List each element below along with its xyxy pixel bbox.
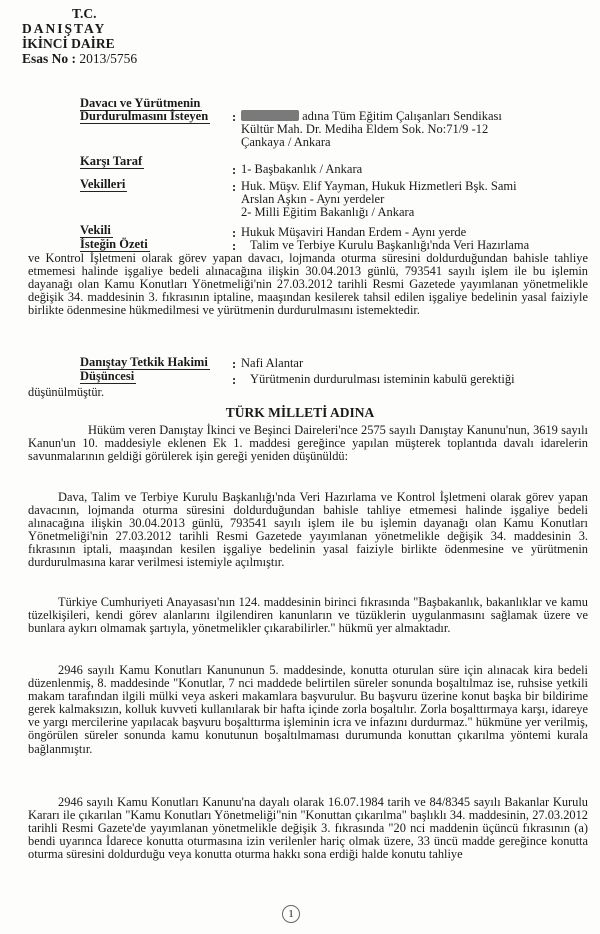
dusunce-label: Düşüncesi	[80, 369, 135, 383]
decision-title: TÜRK MİLLETİ ADINA	[225, 405, 375, 420]
istem-summary: ve Kontrol İşletmeni olarak görev yapan davacı, lojmanda oturma süresini doldurduğundan bahisle tahliye etmemesi halinde işgaliye bedeli alınacağına ilişkin 30.04.2013 günlü, 793541 sayılı işlem ile bu işlemin dayanağı olan Kamu Konutları Yönetmeliği'nin 27.03.2012 tarihli Resmi Gazetede yayımlanan yönetmelikle değişik 34. maddesinin 3. fıkrasının iptaline, maaşından kesilerek tahsil edilen işgaliye bedelinin yasal faiziyle birlikte ödenmesine hükmedilmesi ve yürütmenin durdurulmasını istemektedir.	[28, 251, 588, 318]
page-number: 1	[282, 905, 300, 923]
vekilleri-value: Huk. Müşv. Elif Yayman, Hukuk Hizmetleri Bşk. Sami Arslan Aşkın - Aynı yerdeler 2- Milli Eğitim Bakanlığı / Ankara	[241, 179, 517, 220]
paragraph-2: Dava, Talim ve Terbiye Kurulu Başkanlığı'nda Veri Hazırlama ve Kontrol İşletmeni olarak görev yapan davacının, lojmanda oturma süresini doldurduğundan bahisle tahliye etmemesi halinde işgaliye bedeli alınacağına ilişkin 30.04.2013 günlü, 793541 sayılı işlem ile bu işlemin dayanağı olan Kamu Konutları Yönetmeliği'nin 27.03.2012 tarihli Resmi Gazetede yayımlanan yönetmelikle değişik 34. maddesinin 3. fıkrasının iptali, maaşından kesilen işgaliye bedelinin yasal faiziyle birlikte ödenmesine ve yürütmenin durdurulmasına karar verilmesi istemiyle açılmıştır.	[28, 490, 588, 570]
court-name: DANIŞTAY	[22, 21, 107, 36]
davaci-label: Davacı ve Yürütmenin	[80, 96, 201, 110]
tetkik-hakimi-label: Danıştay Tetkik Hakimi	[80, 355, 208, 369]
redaction-mark	[241, 110, 299, 121]
karsi-taraf-label: Karşı Taraf	[80, 154, 143, 168]
davaci-label-2: Durdurulmasını İsteyen	[80, 109, 209, 123]
dusunce-first-line: Yürütmenin durdurulması isteminin kabulü gerektiği	[250, 372, 515, 386]
esas-label: Esas No :	[22, 51, 77, 66]
tc-label: T.C.	[72, 6, 97, 21]
vekili-value: Hukuk Müşaviri Handan Erdem - Aynı yerde	[241, 225, 467, 239]
paragraph-1: Hüküm veren Danıştay İkinci ve Beşinci Daireleri'nce 2575 sayılı Danıştay Kanunu'nun, 3619 sayılı Kanun'un 10. maddesiyle eklenen Ek 1. maddesi gereğince yapılan müşterek toplantıda davalı idarelerin savunmalarının geldiği görülerek işin gereği yeniden düşünüldü:	[28, 423, 588, 464]
davaci-value: adına Tüm Eğitim Çalışanları Sendikası Kültür Mah. Dr. Mediha Eldem Sok. No:71/9 -12 Çankaya / Ankara	[241, 109, 502, 150]
chamber-name: İKİNCİ DAİRE	[22, 36, 115, 51]
document-header	[22, 6, 137, 66]
dusunce-rest: düşünülmüştür.	[28, 385, 105, 399]
karsi-taraf-value: 1- Başbakanlık / Ankara	[241, 162, 363, 176]
paragraph-5: 2946 sayılı Kamu Konutları Kanunu'na dayalı olarak 16.07.1984 tarih ve 84/8345 sayılı Bakanlar Kurulu Kararı ile çıkarılan "Kamu Konutları Yönetmeliği"nin "Konuttan çıkarılma" başlıklı 34. maddesinin, 27.03.2012 tarihli Resmi Gazete'de yayımlanan yönetmelikle değişik 3. fıkrasında "20 nci maddenin üçüncü fıkrasının (a) bendi uyarınca İdarece konutta oturmasına izin verilenler hariç olmak üzere, 33 üncü madde gereğince konutta oturma süresini doldurduğu veya konutta oturma hakkı sona erdiği halde konutu tahliye	[28, 795, 588, 862]
vekilleri-label: Vekilleri	[80, 177, 126, 191]
esas-number: 2013/5756	[79, 51, 138, 66]
paragraph-4: 2946 sayılı Kamu Konutları Kanununun 5. maddesinde, konutta oturulan süre için alınacak kira bedeli düzenlenmiş, 8. maddesinde "Konutlar, 7 nci maddede belirtilen süreler sonunda boşaltılmaz ise, ruhsise yetkili makam tarafından ilgili mülki veya askeri makamlara başvurulur. Bu başvuru üzerine konut başka bir bildirime gerek kalmaksızın, kolluk kuvveti kullanılarak bir hafta içinde zorla boşaltılır. Zorla boşalttırmaya karşı, idareye ve yargı mercilerine yapılacak başvuru boşalttırma işleminin icra ve infazını durdurmaz." hükmüne yer verilmiş, öngörülen süreler sonunda kamu konutunun boşaltılmaması durumunda konuttan çıkarılma yöntemi kurala bağlanmıştır.	[28, 663, 588, 756]
istem-first-line: Talim ve Terbiye Kurulu Başkanlığı'nda Veri Hazırlama	[250, 238, 530, 252]
paragraph-3: Türkiye Cumhuriyeti Anayasası'nın 124. maddesinin birinci fıkrasında "Başbakanlık, bakanlıklar ve kamu tüzelkişileri, kendi görev alanlarını ilgilendiren kanunların ve tüzüklerin uygulanmasını sağlamak üzere ve bunlara aykırı olmamak şartıyla, yönetmelikler çıkarabilirler." hükmü yer almaktadır.	[28, 595, 588, 636]
istem-label: İsteğin Özeti	[80, 237, 148, 251]
vekili-label: Vekili	[80, 223, 111, 237]
tetkik-hakimi-name: Nafi Alantar	[241, 356, 304, 370]
